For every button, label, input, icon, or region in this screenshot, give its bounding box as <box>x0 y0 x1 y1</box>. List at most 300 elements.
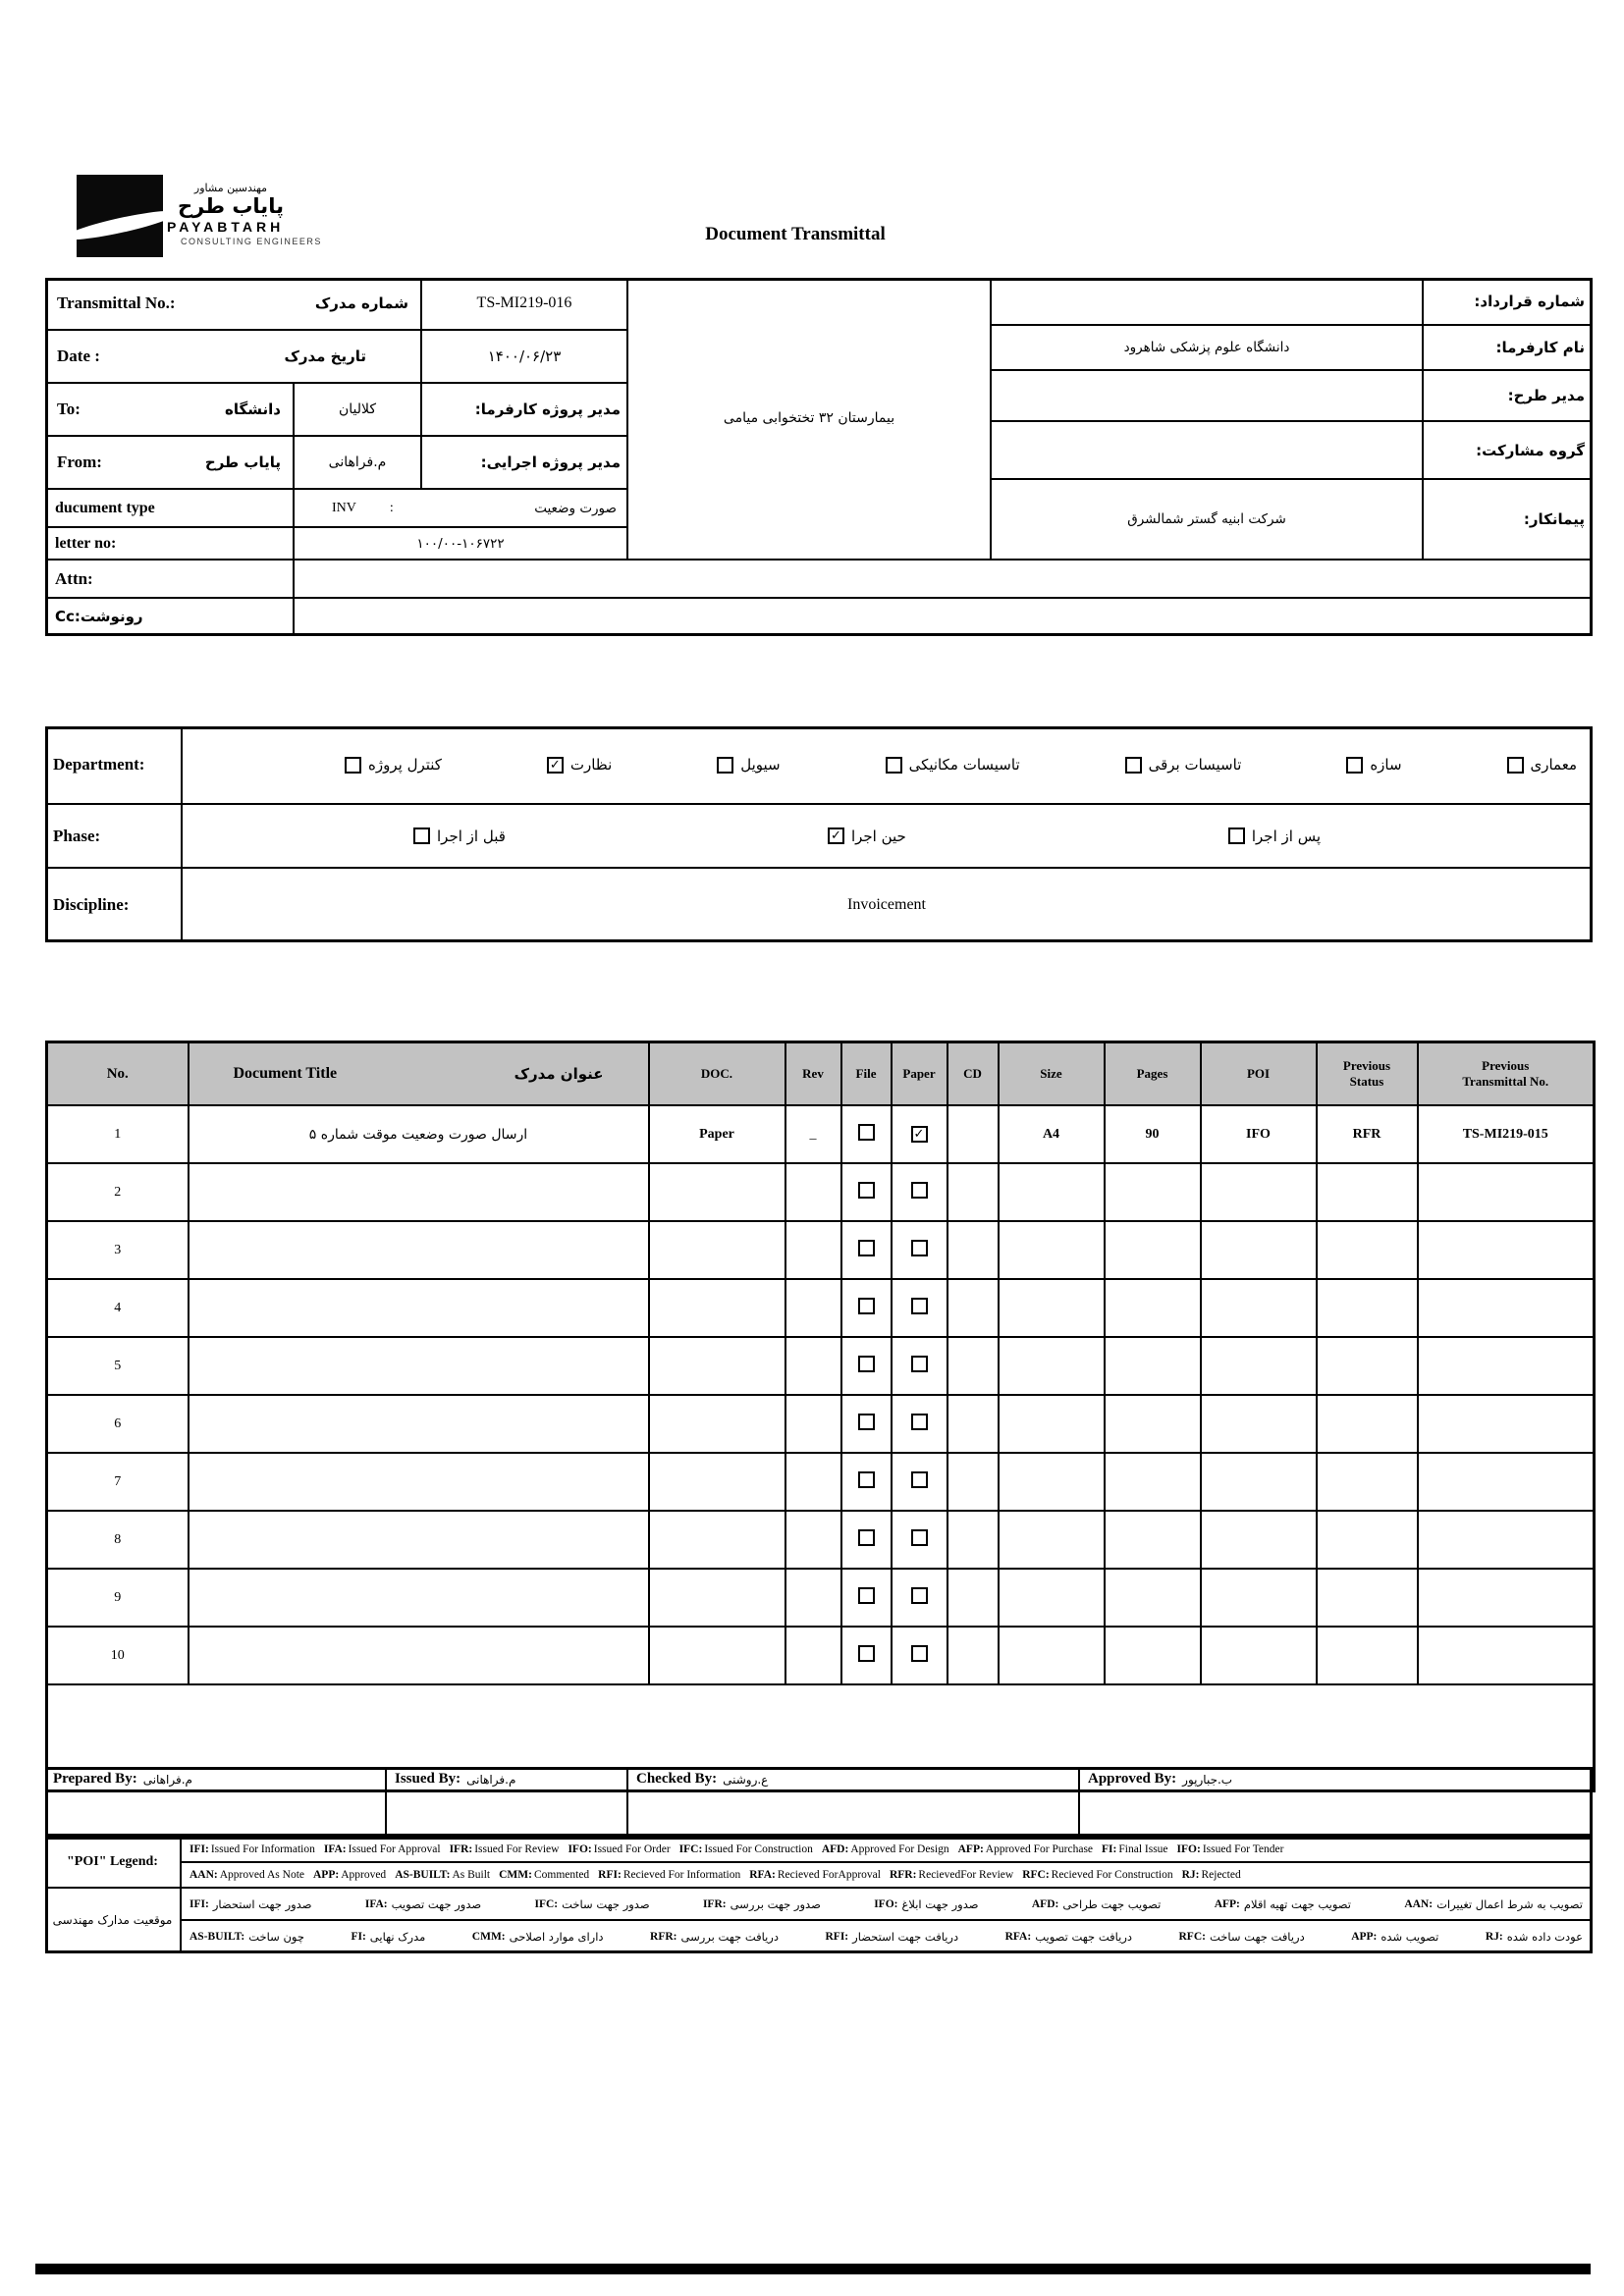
discipline-label: Discipline: <box>53 894 130 914</box>
phase-option-pre-execution <box>413 828 506 845</box>
attn-label: Attn: <box>55 568 93 588</box>
legend-item: IFR: Issued For Review <box>449 1842 560 1855</box>
paper-checkbox[interactable] <box>911 1240 928 1256</box>
document-type-fa: صورت وضعیت <box>534 500 617 516</box>
issued-by-label: Issued By: <box>395 1771 461 1787</box>
page-title: Document Transmittal <box>705 224 886 244</box>
poi-legend-line-fa-1 <box>182 1889 1593 1921</box>
cell-prev-status <box>1317 1221 1418 1279</box>
design-manager-label: مدیر طرح: <box>1424 371 1593 422</box>
col-title-en: Document Title <box>233 1065 338 1082</box>
transmittal-no-value: TS-MI219-016 <box>422 278 628 331</box>
page-bottom-rule <box>35 2264 1591 2274</box>
client-name-label: نام کارفرما: <box>1424 326 1593 371</box>
cell-paper <box>892 1337 947 1395</box>
to-label: To: <box>57 400 81 418</box>
option-label: کنترل پروژه <box>368 756 442 774</box>
cell-poi: IFO <box>1201 1105 1317 1163</box>
cell-doc <box>649 1279 785 1337</box>
cell-paper <box>892 1279 947 1337</box>
cell-doc: Paper <box>649 1105 785 1163</box>
legend-item: FI: مدرک نهایی <box>351 1929 426 1944</box>
poi-legend-line-en-1 <box>182 1837 1593 1863</box>
poi-legend-label: "POI" Legend: <box>45 1837 182 1889</box>
cell-prev-transmittal <box>1418 1511 1595 1569</box>
from-label: From: <box>57 453 102 471</box>
prepared-by-name: م.فراهانی <box>142 1773 192 1787</box>
contract-no-value <box>992 278 1424 326</box>
contractor-value: شرکت ابنیه گستر شمالشرق <box>992 480 1424 561</box>
cell-poi <box>1201 1337 1317 1395</box>
project-name: بیمارستان ۳۲ تختخوابی میامی <box>628 278 992 561</box>
doc-row-7 <box>47 1453 1595 1511</box>
cell-title <box>189 1453 649 1511</box>
transmittal-no-label-en: Transmittal No.: <box>57 294 176 312</box>
cell-paper <box>892 1627 947 1684</box>
prepared-by-cell <box>45 1767 387 1837</box>
jv-group-label: گروه مشارکت: <box>1424 422 1593 480</box>
cell-doc <box>649 1163 785 1221</box>
company-logo-text <box>167 182 393 260</box>
file-checkbox[interactable] <box>858 1298 875 1314</box>
legend-item: RFI: Recieved For Information <box>598 1869 741 1881</box>
option-label: معماری <box>1530 756 1577 774</box>
cell-no: 8 <box>47 1511 189 1569</box>
letter-no-value: ۱۰۰/۰۰-۱۰۶۷۲۲ <box>295 528 628 561</box>
department-option-project-control <box>345 756 442 774</box>
cell-poi <box>1201 1279 1317 1337</box>
file-checkbox[interactable] <box>858 1529 875 1546</box>
approved-by-name: ب.جبارپور <box>1182 1773 1233 1787</box>
cell-cd <box>947 1163 999 1221</box>
cell-prev-status <box>1317 1511 1418 1569</box>
phase-options <box>183 805 1593 869</box>
doc-row-2 <box>47 1163 1595 1221</box>
cell-prev-transmittal: TS-MI219-015 <box>1418 1105 1595 1163</box>
cell-paper <box>892 1163 947 1221</box>
checked-by-cell <box>628 1767 1080 1837</box>
company-logo <box>77 175 163 257</box>
legend-item: RFC: دریافت جهت ساخت <box>1178 1929 1305 1944</box>
option-label: تاسیسات مکانیکی <box>908 756 1020 774</box>
file-checkbox[interactable] <box>858 1414 875 1430</box>
cc-label-cell <box>45 599 295 636</box>
issued-by-name: م.فراهانی <box>466 1773 516 1787</box>
paper-checkbox[interactable] <box>911 1529 928 1546</box>
civil-checkbox[interactable] <box>717 757 733 774</box>
legend-item: AAN: تصویب به شرط اعمال تغییرات <box>1404 1896 1583 1911</box>
structure-checkbox[interactable] <box>1346 757 1363 774</box>
cell-pages <box>1105 1279 1201 1337</box>
doc-row-9 <box>47 1569 1595 1627</box>
legend-item: IFI: صدور جهت استحضار <box>189 1896 312 1911</box>
col-file: File <box>841 1042 892 1106</box>
cell-file <box>841 1221 892 1279</box>
logo-fa-tagline: مهندسین مشاور <box>193 182 268 194</box>
department-option-structure <box>1346 756 1401 774</box>
cell-no: 4 <box>47 1279 189 1337</box>
col-pages: Pages <box>1105 1042 1201 1106</box>
attn-value <box>295 561 1593 599</box>
cell-size <box>999 1511 1105 1569</box>
phase-label-cell <box>45 805 183 869</box>
legend-item: IFO: Issued For Tender <box>1176 1842 1284 1855</box>
cell-rev <box>785 1569 841 1627</box>
cell-no: 6 <box>47 1395 189 1453</box>
contract-no-label: شماره قرارداد: <box>1424 278 1593 326</box>
document-type-label-cell <box>45 490 295 528</box>
cell-pages <box>1105 1453 1201 1511</box>
col-doc: DOC. <box>649 1042 785 1106</box>
legend-item: RFI: دریافت جهت استحضار <box>825 1929 959 1944</box>
discipline-value: Invoicement <box>183 869 1593 942</box>
cell-poi <box>1201 1221 1317 1279</box>
prepared-by-label: Prepared By: <box>53 1771 137 1787</box>
department-options <box>183 726 1593 805</box>
cell-pages <box>1105 1569 1201 1627</box>
cell-file <box>841 1569 892 1627</box>
to-person: کلالیان <box>295 384 422 437</box>
transmittal-no-label-fa: شماره مدرک <box>314 294 408 312</box>
cell-cd <box>947 1511 999 1569</box>
paper-checkbox[interactable] <box>911 1126 928 1143</box>
paper-checkbox[interactable] <box>911 1182 928 1199</box>
cc-value <box>295 599 1593 636</box>
design-manager-value <box>992 371 1424 422</box>
col-size: Size <box>999 1042 1105 1106</box>
legend-item: AFD: Approved For Design <box>821 1842 949 1855</box>
option-label: تاسیسات برقی <box>1148 756 1242 774</box>
classification-table <box>45 726 1593 942</box>
legend-item: AFP: تصویب جهت تهیه اقلام <box>1214 1896 1351 1911</box>
cc-label: Cc:رونوشت <box>55 608 143 625</box>
cell-size <box>999 1163 1105 1221</box>
cell-prev-transmittal <box>1418 1337 1595 1395</box>
architecture-checkbox[interactable] <box>1507 757 1524 774</box>
option-label: نظارت <box>569 756 613 774</box>
file-checkbox[interactable] <box>858 1587 875 1604</box>
cell-doc <box>649 1337 785 1395</box>
cell-no: 7 <box>47 1453 189 1511</box>
cell-file <box>841 1511 892 1569</box>
phase-option-post-execution <box>1228 828 1321 845</box>
fa-legend-label: موقعیت مدارک مهندسی <box>45 1889 182 1953</box>
cell-rev <box>785 1627 841 1684</box>
cell-file <box>841 1627 892 1684</box>
cell-rev <box>785 1163 841 1221</box>
logo-fa-name: پایاب طرح <box>178 194 284 218</box>
logo-swoosh-icon <box>77 205 163 245</box>
cell-paper <box>892 1221 947 1279</box>
paper-checkbox[interactable] <box>911 1587 928 1604</box>
approved-by-cell <box>1080 1767 1593 1837</box>
client-pm-label: مدیر پروژه کارفرما: <box>422 384 628 437</box>
cell-prev-status: RFR <box>1317 1105 1418 1163</box>
cell-rev <box>785 1279 841 1337</box>
option-label: سیویل <box>740 756 781 774</box>
cell-size <box>999 1279 1105 1337</box>
legend-item: AFD: تصویب جهت طراحی <box>1031 1896 1162 1911</box>
document-type-label: ducument type <box>55 499 155 516</box>
legend-item: AAN: Approved As Note <box>189 1869 304 1881</box>
cell-size <box>999 1221 1105 1279</box>
legend-item: CMM: Commented <box>499 1869 590 1881</box>
cell-prev-status <box>1317 1569 1418 1627</box>
cell-prev-transmittal <box>1418 1627 1595 1684</box>
cell-no: 2 <box>47 1163 189 1221</box>
col-poi: POI <box>1201 1042 1317 1106</box>
cell-rev <box>785 1221 841 1279</box>
department-option-electrical <box>1125 756 1242 774</box>
legend-item: IFR: صدور جهت بررسی <box>702 1896 821 1911</box>
documents-table <box>45 1041 1596 1792</box>
cell-file <box>841 1279 892 1337</box>
doc-row-5 <box>47 1337 1595 1395</box>
signatures-row <box>45 1767 1593 1837</box>
option-label: سازه <box>1370 756 1402 774</box>
cell-cd <box>947 1569 999 1627</box>
cell-title <box>189 1337 649 1395</box>
cell-title <box>189 1395 649 1453</box>
cell-no: 3 <box>47 1221 189 1279</box>
letter-no-label-cell <box>45 528 295 561</box>
cell-size <box>999 1627 1105 1684</box>
checked-by-label: Checked By: <box>636 1771 718 1787</box>
cell-title <box>189 1163 649 1221</box>
during-execution-checkbox[interactable] <box>828 828 844 844</box>
legend-item: IFA: صدور جهت تصویب <box>364 1896 482 1911</box>
col-no: No. <box>47 1042 189 1106</box>
date-label-en: Date : <box>57 347 100 365</box>
legend-item: RFR: RecievedFor Review <box>889 1869 1014 1881</box>
poi-legend-line-fa-2 <box>182 1921 1593 1953</box>
paper-checkbox[interactable] <box>911 1645 928 1662</box>
legend-item: IFO: صدور جهت ابلاغ <box>874 1896 979 1911</box>
cell-rev <box>785 1511 841 1569</box>
logo-en-name: PAYABTARH <box>167 219 285 235</box>
paper-checkbox[interactable] <box>911 1471 928 1488</box>
legend-item: IFA: Issued For Approval <box>323 1842 441 1855</box>
legend-item: AS-BUILT: As Built <box>395 1869 491 1881</box>
doc-row-3 <box>47 1221 1595 1279</box>
cell-pages: 90 <box>1105 1105 1201 1163</box>
document-type-colon: : <box>389 500 394 515</box>
cell-size: A4 <box>999 1105 1105 1163</box>
cell-prev-status <box>1317 1453 1418 1511</box>
electrical-checkbox[interactable] <box>1125 757 1142 774</box>
legend-item: RJ: عودت داده شده <box>1485 1929 1583 1944</box>
exec-pm-label: مدیر پروژه اجرایی: <box>422 437 628 490</box>
cell-size <box>999 1569 1105 1627</box>
cell-size <box>999 1395 1105 1453</box>
legend-item: RFA: Recieved ForApproval <box>749 1869 881 1881</box>
cell-file <box>841 1453 892 1511</box>
phase-option-during-execution <box>828 828 906 845</box>
cell-prev-transmittal <box>1418 1395 1595 1453</box>
cell-size <box>999 1337 1105 1395</box>
header-table <box>45 278 1593 636</box>
cell-prev-status <box>1317 1337 1418 1395</box>
legend-item: RFA: دریافت جهت تصویب <box>1004 1929 1132 1944</box>
file-checkbox[interactable] <box>858 1240 875 1256</box>
cell-poi <box>1201 1569 1317 1627</box>
contractor-label: پیمانکار: <box>1424 480 1593 561</box>
cell-prev-transmittal <box>1418 1163 1595 1221</box>
legend-item: IFC: Issued For Construction <box>678 1842 813 1855</box>
date-label-fa: تاریخ مدرک <box>284 347 366 365</box>
doc-row-8 <box>47 1511 1595 1569</box>
cell-poi <box>1201 1511 1317 1569</box>
cell-rev <box>785 1453 841 1511</box>
legend-item: IFO: Issued For Order <box>568 1842 671 1855</box>
date-value: ۱۴۰۰/۰۶/۲۳ <box>422 331 628 384</box>
from-value: پایاب طرح <box>204 454 281 471</box>
from-person: م.فراهانی <box>295 437 422 490</box>
to-cell <box>45 384 295 437</box>
file-checkbox[interactable] <box>858 1124 875 1141</box>
cell-poi <box>1201 1163 1317 1221</box>
option-label: قبل از اجرا <box>437 827 506 845</box>
attn-label-cell <box>45 561 295 599</box>
cell-pages <box>1105 1163 1201 1221</box>
cell-title: ارسال صورت وضعیت موقت شماره ۵ <box>189 1105 649 1163</box>
letter-no-label: letter no: <box>55 534 117 552</box>
cell-prev-transmittal <box>1418 1569 1595 1627</box>
approved-by-label: Approved By: <box>1088 1771 1177 1787</box>
cell-title <box>189 1279 649 1337</box>
cell-prev-transmittal <box>1418 1453 1595 1511</box>
cell-doc <box>649 1395 785 1453</box>
legend-item: AS-BUILT: چون ساخت <box>189 1929 304 1944</box>
file-checkbox[interactable] <box>858 1356 875 1372</box>
post-execution-checkbox[interactable] <box>1228 828 1245 844</box>
doc-row-10 <box>47 1627 1595 1684</box>
legend-item: IFI: Issued For Information <box>189 1842 315 1855</box>
mechanical-checkbox[interactable] <box>886 757 902 774</box>
cell-title <box>189 1221 649 1279</box>
cell-cd <box>947 1453 999 1511</box>
cell-cd <box>947 1221 999 1279</box>
col-paper: Paper <box>892 1042 947 1106</box>
legend-item: RFR: دریافت جهت بررسی <box>650 1929 779 1944</box>
cell-doc <box>649 1453 785 1511</box>
cell-paper <box>892 1569 947 1627</box>
cell-pages <box>1105 1511 1201 1569</box>
date-label-cell <box>45 331 422 384</box>
cell-paper <box>892 1511 947 1569</box>
department-option-civil <box>717 756 780 774</box>
col-title-fa: عنوان مدرک <box>514 1065 604 1083</box>
legend-item: FI: Final Issue <box>1102 1842 1168 1855</box>
client-name-value: دانشگاه علوم پزشکی شاهرود <box>992 326 1424 371</box>
discipline-label-cell <box>45 869 183 942</box>
cell-file <box>841 1395 892 1453</box>
cell-paper <box>892 1453 947 1511</box>
legend-item: APP: تصویب شده <box>1351 1929 1439 1944</box>
cell-prev-status <box>1317 1279 1418 1337</box>
cell-pages <box>1105 1627 1201 1684</box>
file-checkbox[interactable] <box>858 1182 875 1199</box>
cell-pages <box>1105 1395 1201 1453</box>
col-title <box>189 1042 649 1106</box>
cell-title <box>189 1569 649 1627</box>
cell-no: 9 <box>47 1569 189 1627</box>
cell-prev-status <box>1317 1395 1418 1453</box>
to-value: دانشگاه <box>225 400 281 418</box>
department-option-mechanical <box>886 756 1020 774</box>
cell-cd <box>947 1105 999 1163</box>
cell-paper <box>892 1395 947 1453</box>
col-rev: Rev <box>785 1042 841 1106</box>
cell-no: 10 <box>47 1627 189 1684</box>
poi-legend-line-en-2 <box>182 1863 1593 1889</box>
pre-execution-checkbox[interactable] <box>413 828 430 844</box>
cell-poi <box>1201 1627 1317 1684</box>
cell-pages <box>1105 1337 1201 1395</box>
department-label: Department: <box>53 755 145 774</box>
legend-item: CMM: دارای موارد اصلاحی <box>471 1929 604 1944</box>
paper-checkbox[interactable] <box>911 1414 928 1430</box>
legend-item: RJ: Rejected <box>1181 1869 1241 1881</box>
issued-by-cell <box>387 1767 628 1837</box>
col-prev-status: Previous Status <box>1317 1042 1418 1106</box>
cell-title <box>189 1627 649 1684</box>
department-option-architecture <box>1507 756 1578 774</box>
cell-doc <box>649 1627 785 1684</box>
cell-prev-transmittal <box>1418 1221 1595 1279</box>
legend-item: AFP: Approved For Purchase <box>957 1842 1094 1855</box>
paper-checkbox[interactable] <box>911 1356 928 1372</box>
logo-en-sub: CONSULTING ENGINEERS <box>181 237 322 246</box>
file-checkbox[interactable] <box>858 1645 875 1662</box>
cell-rev <box>785 1337 841 1395</box>
cell-doc <box>649 1569 785 1627</box>
paper-checkbox[interactable] <box>911 1298 928 1314</box>
legend-item: IFC: صدور جهت ساخت <box>534 1896 650 1911</box>
col-prev-transmittal: Previous Transmittal No. <box>1418 1042 1595 1106</box>
cell-doc <box>649 1511 785 1569</box>
transmittal-no-label-cell <box>45 278 422 331</box>
doc-row-6 <box>47 1395 1595 1453</box>
cell-rev: _ <box>785 1105 841 1163</box>
option-label: حین اجرا <box>850 827 906 845</box>
project-control-checkbox[interactable] <box>345 757 361 774</box>
cell-file <box>841 1337 892 1395</box>
cell-prev-status <box>1317 1627 1418 1684</box>
cell-cd <box>947 1627 999 1684</box>
checked-by-name: ع.روشنی <box>723 1773 769 1787</box>
col-cd: CD <box>947 1042 999 1106</box>
file-checkbox[interactable] <box>858 1471 875 1488</box>
documents-table-header-row <box>47 1042 1595 1106</box>
cell-file <box>841 1105 892 1163</box>
cell-title <box>189 1511 649 1569</box>
supervision-checkbox[interactable] <box>547 757 564 774</box>
cell-size <box>999 1453 1105 1511</box>
department-option-supervision <box>547 756 612 774</box>
jv-group-value <box>992 422 1424 480</box>
from-cell <box>45 437 295 490</box>
cell-prev-transmittal <box>1418 1279 1595 1337</box>
cell-rev <box>785 1395 841 1453</box>
doc-row-1 <box>47 1105 1595 1163</box>
cell-cd <box>947 1337 999 1395</box>
document-type-value-cell <box>295 490 628 528</box>
cell-poi <box>1201 1453 1317 1511</box>
doc-row-4 <box>47 1279 1595 1337</box>
cell-prev-status <box>1317 1163 1418 1221</box>
cell-cd <box>947 1395 999 1453</box>
